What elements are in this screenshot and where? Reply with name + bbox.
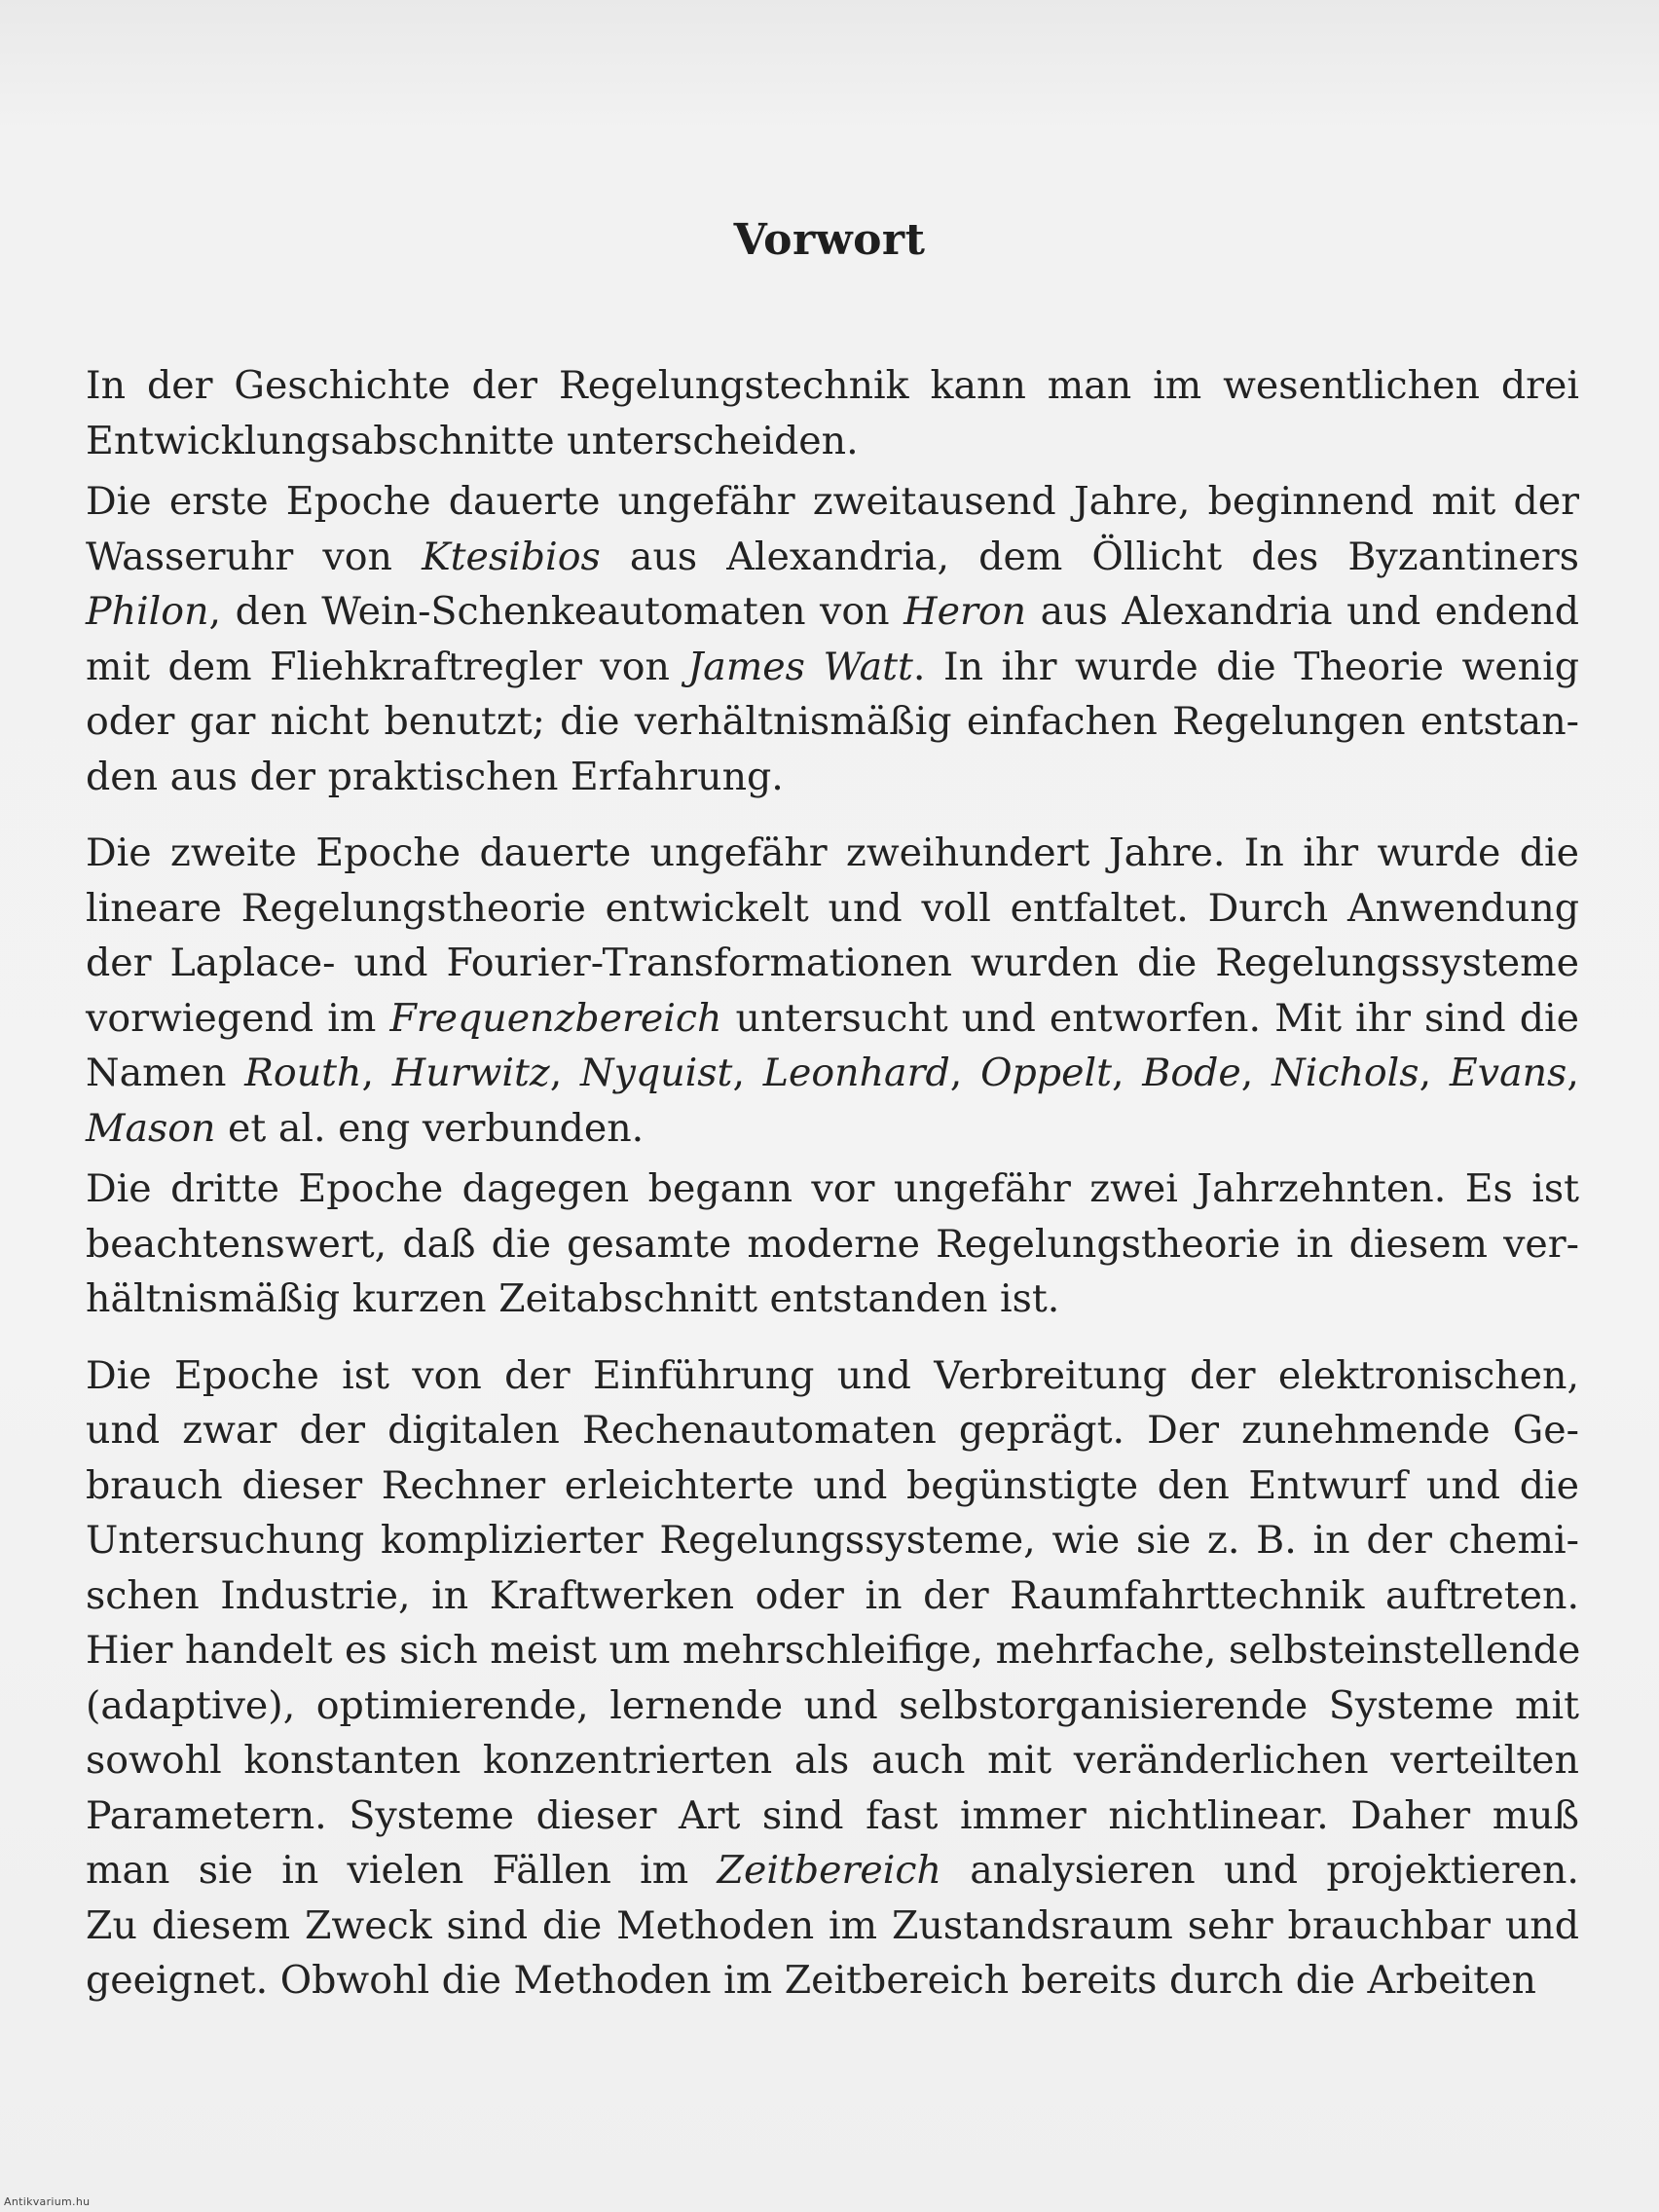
text-run: Die dritte Epoche dagegen begann vor ungefähr zwei Jahrzehnten. Es ist bbox=[86, 1166, 1579, 1211]
watermark: Antikvarium.hu bbox=[4, 2195, 91, 2208]
italic-name: Oppelt bbox=[980, 1051, 1112, 1095]
italic-name: Frequenzbereich bbox=[389, 995, 722, 1041]
text-run: man sie in vielen Fällen im bbox=[86, 1848, 718, 1893]
text-line bbox=[86, 530, 1579, 585]
text-line bbox=[86, 414, 1579, 469]
text-run: aus Alexandria, dem Öllicht des Byzantiners bbox=[600, 534, 1579, 579]
text-run: , bbox=[732, 1051, 763, 1095]
italic-name: Bode bbox=[1142, 1051, 1241, 1095]
text-run: Parametern. Systeme dieser Art sind fast immer nichtlinear. Daher muß bbox=[86, 1792, 1579, 1838]
italic-name: James Watt bbox=[687, 644, 913, 689]
text-line bbox=[86, 1678, 1579, 1734]
text-run: , den Wein-Schenkeautomaten von bbox=[208, 589, 904, 634]
text-run: lineare Regelungstheorie entwickelt und voll entfaltet. Durch Anwendung bbox=[86, 885, 1579, 931]
text-run: , bbox=[549, 1051, 581, 1095]
text-run: untersucht und entworfen. Mit ihr sind die bbox=[721, 995, 1579, 1041]
text-run: (adaptive), optimierende, lernende und selbstorganisierende Systeme mit bbox=[86, 1682, 1579, 1728]
text-run: Hier handelt es sich meist um mehrschleifige, mehrfache, selbsteinstellende bbox=[86, 1628, 1581, 1673]
text-run: , bbox=[1567, 1051, 1579, 1095]
text-line bbox=[86, 1953, 1579, 2009]
text-line bbox=[86, 1899, 1579, 1954]
text-line bbox=[86, 936, 1579, 991]
paragraph bbox=[86, 826, 1579, 1156]
text-line bbox=[86, 1733, 1579, 1788]
text-line bbox=[86, 1513, 1579, 1568]
text-run: Zu diesem Zweck sind die Methoden im Zustandsraum sehr brauchbar und bbox=[86, 1902, 1579, 1948]
italic-name: Hurwitz bbox=[391, 1051, 550, 1095]
text-run: aus Alexandria und endend bbox=[1026, 589, 1579, 634]
text-run: , bbox=[949, 1051, 981, 1095]
text-run: Untersuchung komplizierter Regelungssysteme, wie sie z. B. in der chemi- bbox=[86, 1518, 1579, 1563]
text-line bbox=[86, 1348, 1579, 1404]
text-line bbox=[86, 640, 1579, 695]
paragraph bbox=[86, 1348, 1579, 2009]
italic-name: Zeitbereich bbox=[717, 1848, 941, 1893]
italic-name: Nichols bbox=[1272, 1051, 1419, 1095]
text-run: , bbox=[1419, 1051, 1450, 1095]
text-run: Die Epoche ist von der Einführung und Verbreitung der elektronischen, bbox=[86, 1352, 1579, 1398]
text-line bbox=[86, 881, 1579, 937]
text-line bbox=[86, 991, 1579, 1047]
page-title: Vorwort bbox=[733, 215, 926, 266]
italic-name: Nyquist bbox=[580, 1051, 733, 1095]
text-run: mit dem Fliehkraftregler von bbox=[86, 644, 688, 689]
body-text bbox=[86, 358, 1579, 2009]
italic-name: Ktesibios bbox=[422, 534, 601, 579]
text-line bbox=[86, 1788, 1579, 1844]
italic-name: Philon bbox=[86, 589, 209, 634]
text-run: analysieren und projektieren. bbox=[940, 1848, 1579, 1893]
text-line bbox=[86, 826, 1579, 881]
paragraph bbox=[86, 474, 1579, 804]
text-line bbox=[86, 1843, 1579, 1899]
text-line bbox=[86, 1458, 1579, 1514]
text-run: , bbox=[1240, 1051, 1272, 1095]
text-run: Die erste Epoche dauerte ungefähr zweitausend Jahre, beginnend mit der bbox=[86, 479, 1579, 524]
text-run: geeignet. Obwohl die Methoden im Zeitbereich bereits durch die Arbeiten bbox=[86, 1958, 1536, 2003]
italic-name: Evans bbox=[1449, 1051, 1567, 1095]
text-line bbox=[86, 1217, 1579, 1272]
text-line bbox=[86, 1272, 1579, 1327]
text-run: , bbox=[361, 1051, 392, 1095]
text-line bbox=[86, 1161, 1579, 1217]
text-line bbox=[86, 584, 1579, 640]
text-run: Entwicklungsabschnitte unterscheiden. bbox=[86, 418, 859, 463]
text-line bbox=[86, 1623, 1579, 1678]
italic-name: Mason bbox=[86, 1105, 216, 1151]
paragraph bbox=[86, 358, 1579, 468]
text-line bbox=[86, 1568, 1579, 1624]
text-run: Die zweite Epoche dauerte ungefähr zweihundert Jahre. In ihr wurde die bbox=[86, 830, 1579, 875]
text-run: sowohl konstanten konzentrierten als auch mit veränderlichen verteilten bbox=[86, 1738, 1579, 1783]
text-line bbox=[86, 694, 1579, 750]
text-run: beachtenswert, daß die gesamte moderne Regelungstheorie in diesem ver- bbox=[86, 1221, 1579, 1267]
text-run: hältnismäßig kurzen Zeitabschnitt entstanden ist. bbox=[86, 1276, 1060, 1321]
text-line bbox=[86, 750, 1579, 805]
text-run: brauch dieser Rechner erleichterte und begünstigte den Entwurf und die bbox=[86, 1462, 1579, 1508]
text-run: schen Industrie, in Kraftwerken oder in der Raumfahrttechnik auftreten. bbox=[86, 1572, 1579, 1618]
text-run: . In ihr wurde die Theorie wenig bbox=[912, 644, 1580, 689]
text-run: der Laplace- und Fourier-Transformationen wurden die Regelungssysteme bbox=[86, 940, 1579, 985]
text-run: Namen bbox=[86, 1051, 245, 1095]
text-run: vorwiegend im bbox=[86, 995, 390, 1041]
text-line bbox=[86, 1046, 1579, 1101]
text-run: und zwar der digitalen Rechenautomaten geprägt. Der zunehmende Ge- bbox=[86, 1408, 1579, 1453]
text-run: Wasseruhr von bbox=[86, 534, 423, 579]
text-run: , bbox=[1111, 1051, 1143, 1095]
text-run: In der Geschichte der Regelungstechnik kann man im wesentlichen drei bbox=[86, 363, 1579, 408]
paragraph bbox=[86, 1161, 1579, 1327]
italic-name: Heron bbox=[903, 589, 1027, 634]
italic-name: Routh bbox=[244, 1051, 362, 1095]
text-run: oder gar nicht benutzt; die verhältnismäßig einfachen Regelungen entstan- bbox=[86, 699, 1579, 744]
text-run: den aus der praktischen Erfahrung. bbox=[86, 754, 784, 799]
italic-name: Leonhard bbox=[762, 1051, 950, 1095]
text-line bbox=[86, 1403, 1579, 1458]
text-line bbox=[86, 1101, 1579, 1157]
text-line bbox=[86, 358, 1579, 414]
text-run: et al. eng verbunden. bbox=[215, 1105, 645, 1151]
text-line bbox=[86, 474, 1579, 530]
